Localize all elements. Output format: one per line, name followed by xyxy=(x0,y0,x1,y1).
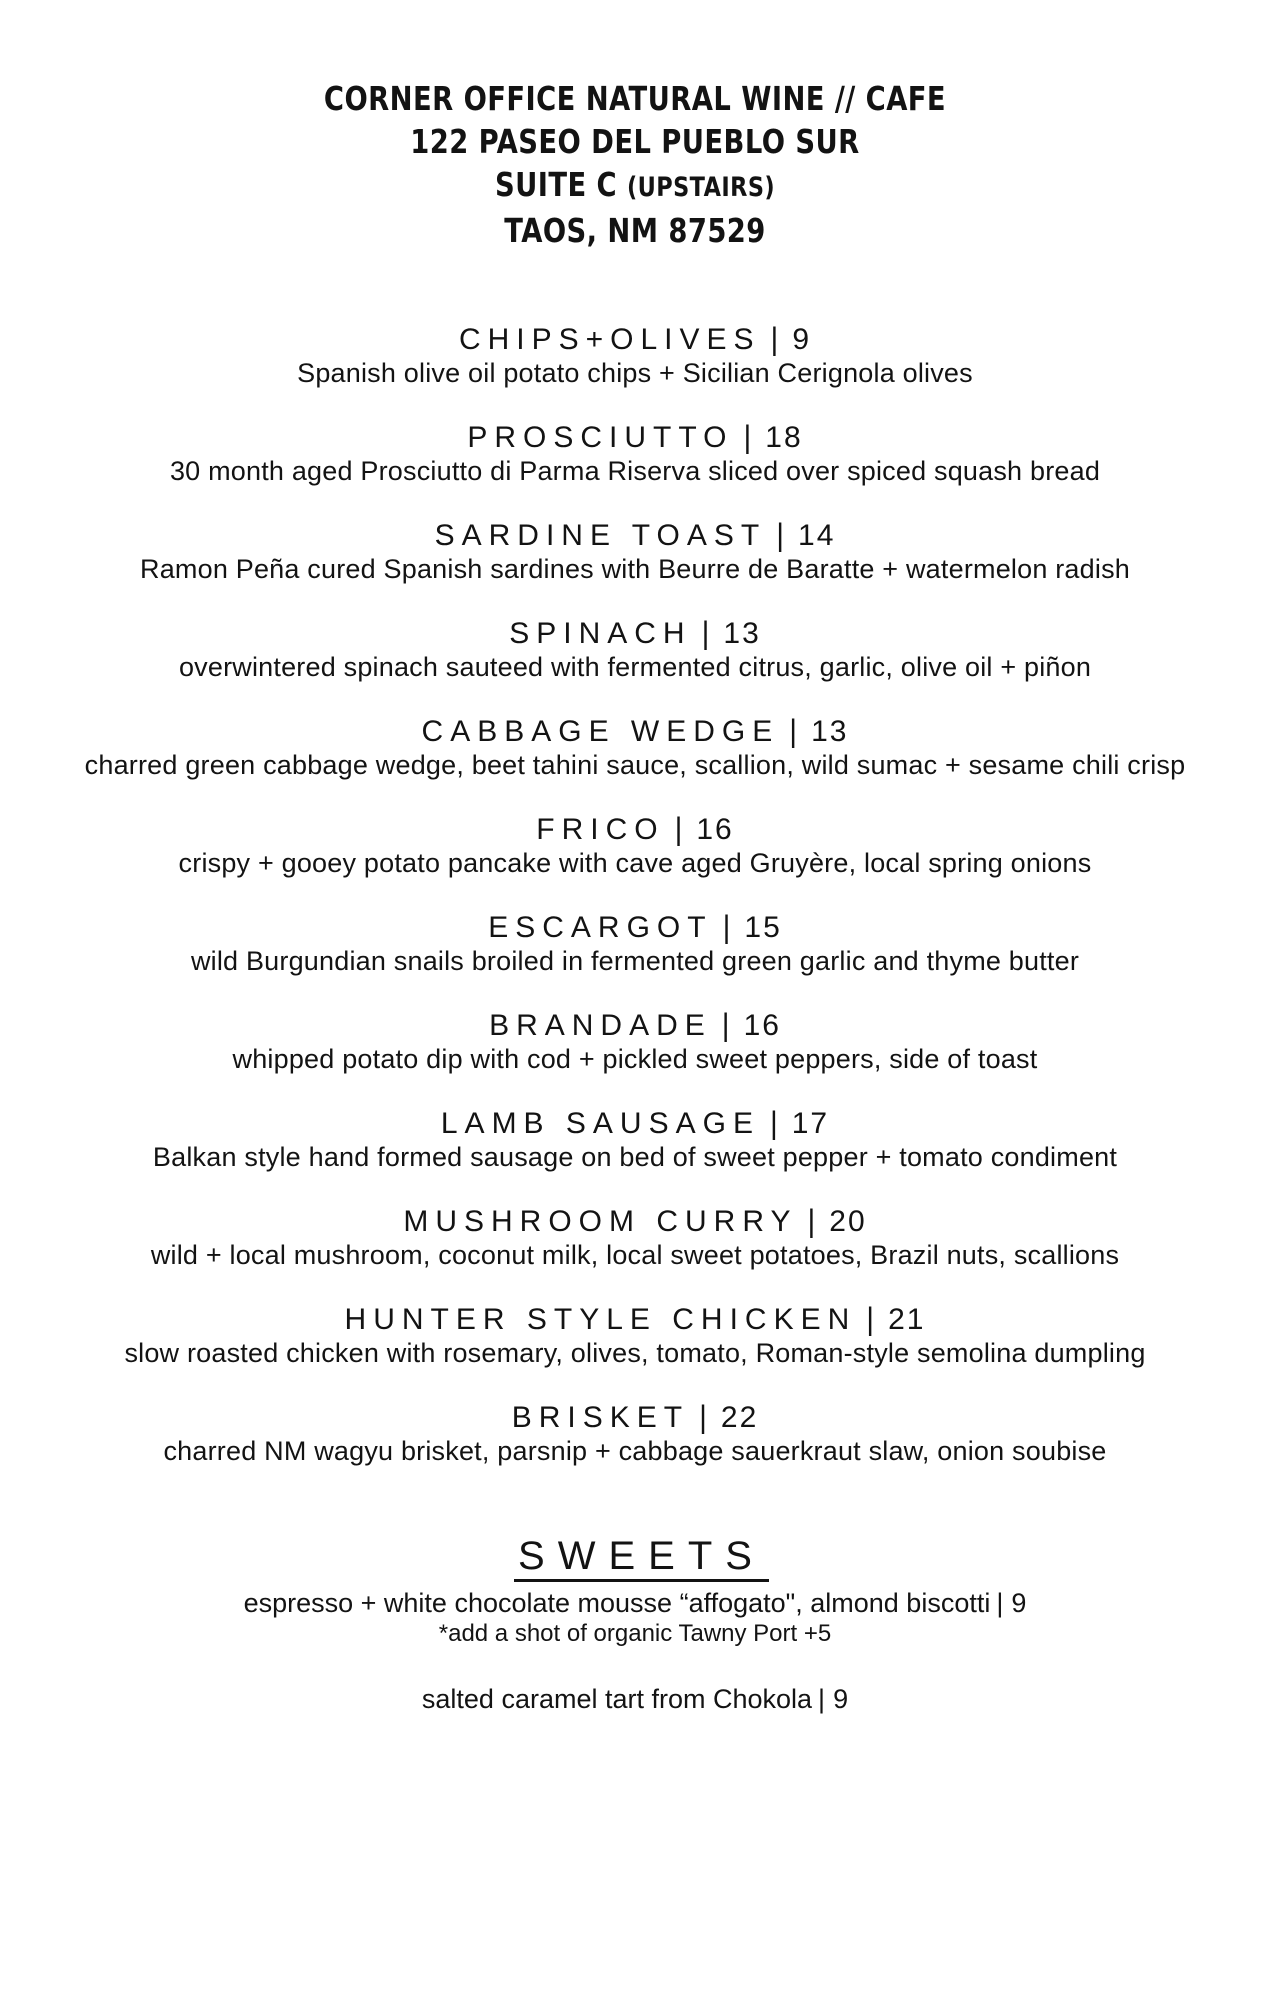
menu-item-price: 13 xyxy=(723,617,761,650)
menu-item-title xyxy=(0,1205,1270,1239)
menu-item-name: SPINACH xyxy=(509,617,692,650)
price-separator: | xyxy=(743,420,752,455)
address-suite-main: SUITE C xyxy=(494,165,628,204)
menu-item-name: PROSCIUTTO xyxy=(467,421,734,454)
menu-item-name: FRICO xyxy=(536,813,665,846)
price-separator: | xyxy=(769,1106,778,1141)
menu-item-cabbage-wedge xyxy=(0,715,1270,781)
menu-item-name: BRISKET xyxy=(511,1401,690,1434)
menu-item-title xyxy=(0,323,1270,357)
menu-item-price: 17 xyxy=(791,1107,830,1140)
menu-item-hunter-style-chicken xyxy=(0,1303,1270,1369)
menu-item-description: Spanish olive oil potato chips + Sicilian Cerignola olives xyxy=(297,358,973,388)
address-city: TAOS, NM 87529 xyxy=(504,211,766,250)
menu-item-price: 18 xyxy=(765,421,803,454)
menu-item-prosciutto xyxy=(0,421,1270,487)
menu-item-frico xyxy=(0,813,1270,879)
menu-item-name: CABBAGE WEDGE xyxy=(421,715,780,748)
menu-item-description: wild Burgundian snails broiled in fermented green garlic and thyme butter xyxy=(190,946,1080,976)
menu-item-title xyxy=(0,1107,1270,1141)
sweets-item-price: 9 xyxy=(833,1684,849,1714)
sweets-item-price: 9 xyxy=(1011,1588,1027,1618)
address-suite-paren: (UPSTAIRS) xyxy=(627,172,776,203)
menu-item-name: CHIPS+OLIVES xyxy=(458,323,761,356)
sweets-item-text: salted caramel tart from Chokola xyxy=(421,1684,813,1714)
menu-item-chips-olives xyxy=(0,323,1270,389)
price-separator: | xyxy=(866,1302,875,1337)
menu-item-description: wild + local mushroom, coconut milk, local sweet potatoes, Brazil nuts, scallions xyxy=(150,1240,1120,1270)
price-separator: | xyxy=(996,1588,1004,1618)
sweets-addon-note: *add a shot of organic Tawny Port +5 xyxy=(438,1620,832,1647)
menu-item-spinach xyxy=(0,617,1270,683)
menu-item-price: 21 xyxy=(888,1303,926,1336)
menu-item-description: charred NM wagyu brisket, parsnip + cabbage sauerkraut slaw, onion soubise xyxy=(163,1436,1107,1466)
menu-item-name: MUSHROOM CURRY xyxy=(403,1205,798,1238)
menu-item-name: BRANDADE xyxy=(489,1009,712,1042)
sweets-item-text: espresso + white chocolate mousse “affogato", almond biscotti xyxy=(243,1588,991,1618)
price-separator: | xyxy=(721,1008,730,1043)
price-separator: | xyxy=(674,812,683,847)
menu-item-mushroom-curry xyxy=(0,1205,1270,1271)
restaurant-name: CORNER OFFICE NATURAL WINE // CAFE xyxy=(323,79,947,118)
menu-item-lamb-sausage xyxy=(0,1107,1270,1173)
menu-item-title xyxy=(0,911,1270,945)
menu-header xyxy=(0,77,1270,252)
price-separator: | xyxy=(789,714,798,749)
sweets-heading xyxy=(0,1535,1270,1582)
menu-item-name: ESCARGOT xyxy=(488,911,713,944)
menu-item-description: charred green cabbage wedge, beet tahini sauce, scallion, wild sumac + sesame chili crisp xyxy=(84,750,1186,780)
menu-item-price: 22 xyxy=(720,1401,759,1434)
menu-item-price: 16 xyxy=(696,813,734,846)
menu-item-name: SARDINE TOAST xyxy=(434,519,767,552)
menu-item-description: slow roasted chicken with rosemary, olives, tomato, Roman-style semolina dumpling xyxy=(124,1338,1146,1368)
price-separator: | xyxy=(701,616,710,651)
menu-item-title xyxy=(0,421,1270,455)
menu-item-escargot xyxy=(0,911,1270,977)
menu-item-title xyxy=(0,519,1270,553)
menu-items-section xyxy=(0,323,1270,1467)
sweets-item-affogato xyxy=(0,1587,1270,1619)
menu-item-price: 16 xyxy=(743,1009,781,1042)
menu-item-name: HUNTER STYLE CHICKEN xyxy=(344,1303,857,1336)
menu-item-description: whipped potato dip with cod + pickled sweet peppers, side of toast xyxy=(232,1044,1038,1074)
price-separator: | xyxy=(699,1400,707,1435)
address-street: 122 PASEO DEL PUEBLO SUR xyxy=(410,122,860,161)
menu-item-price: 20 xyxy=(829,1205,867,1238)
menu-item-description: crispy + gooey potato pancake with cave aged Gruyère, local spring onions xyxy=(178,848,1092,878)
menu-item-title xyxy=(0,1009,1270,1043)
menu-item-price: 14 xyxy=(798,519,836,552)
price-separator: | xyxy=(722,910,731,945)
sweets-item-caramel-tart xyxy=(0,1683,1270,1715)
price-separator: | xyxy=(818,1684,826,1714)
menu-item-sardine-toast xyxy=(0,519,1270,585)
price-separator: | xyxy=(776,518,785,553)
menu-item-brisket xyxy=(0,1401,1270,1467)
menu-item-description: 30 month aged Prosciutto di Parma Riserva sliced over spiced squash bread xyxy=(169,456,1101,486)
address-suite xyxy=(108,163,1162,209)
menu-item-name: LAMB SAUSAGE xyxy=(440,1107,760,1140)
menu-item-price: 13 xyxy=(811,715,849,748)
menu-item-title xyxy=(0,813,1270,847)
menu-item-title xyxy=(0,715,1270,749)
sweets-section xyxy=(0,1535,1270,1715)
sweets-heading-text: SWEETS xyxy=(514,1535,769,1582)
menu-item-title xyxy=(0,1401,1270,1435)
menu-item-description: Ramon Peña cured Spanish sardines with Beurre de Baratte + watermelon radish xyxy=(140,554,1130,584)
menu-item-description: Balkan style hand formed sausage on bed of sweet pepper + tomato condiment xyxy=(152,1142,1118,1172)
menu-item-brandade xyxy=(0,1009,1270,1075)
menu-item-description: overwintered spinach sauteed with fermented citrus, garlic, olive oil + piñon xyxy=(178,652,1092,682)
menu-item-price: 9 xyxy=(792,323,812,356)
price-separator: | xyxy=(807,1204,816,1239)
menu-item-title xyxy=(0,617,1270,651)
menu-item-title xyxy=(0,1303,1270,1337)
price-separator: | xyxy=(770,322,779,357)
menu-item-price: 15 xyxy=(744,911,782,944)
